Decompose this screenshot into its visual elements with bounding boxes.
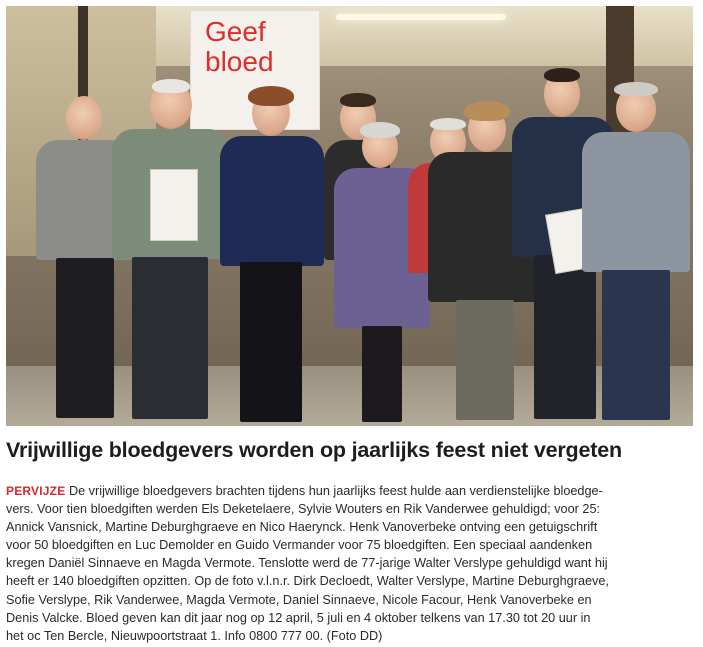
article-line: voor 50 bloedgiften en Luc Demolder en Guido Vermander voor 75 bloedgiften. Een speciaal aandenken [6,538,593,553]
article-body [6,482,696,645]
article-line: Sofie Verslype, Rik Vanderwee, Magda Vermote, Daniel Sinnaeve, Nicole Facour, Henk Vanoverbeke en [6,592,592,607]
article-line: heeft er 140 bloedgiften opzitten. Op de foto v.l.n.r. Dirk Decloedt, Walter Verslype, Martine Deburghgraeve, [6,574,609,589]
banner-text: Geef bloed [205,16,274,77]
article-line: Denis Valcke. Bloed geven kan dit jaar nog op 12 april, 5 juli en 4 oktober telkens van 17.30 tot 20 uur in [6,610,591,625]
article-line: kregen Daniël Sinnaeve en Magda Vermote. Tenslotte werd de 77-jarige Walter Verslype gehuldigd want hij [6,556,608,571]
certificate [150,169,198,241]
person-walter-verslype [110,81,232,426]
person-martine-deburghgraeve [216,90,328,426]
photo-ceiling-light [336,14,506,20]
location-kicker: PERVIJZE [6,484,66,498]
article-line: Annick Vansnick, Martine Deburghgraeve en Nico Haerynck. Henk Vanoverbeke ontving een getuigschrift [6,520,598,535]
person-denis-valcke [580,86,692,426]
article-line: vers. Voor tien bloedgiften werden Els Deketelaere, Sylvie Wouters en Rik Vanderwee gehuldigd; voor 25: [6,502,601,517]
article-line: PERVIJZE De vrijwillige bloedgevers brachten tijdens hun jaarlijks feest hulde aan verdienstelijke bloedge- [6,484,603,498]
group-photo [6,6,693,426]
article-line: het oc Ten Bercle, Nieuwpoortstraat 1. Info 0800 777 00. (Foto DD) [6,628,383,643]
article-headline: Vrijwillige bloedgevers worden op jaarlijks feest niet vergeten [6,438,622,462]
